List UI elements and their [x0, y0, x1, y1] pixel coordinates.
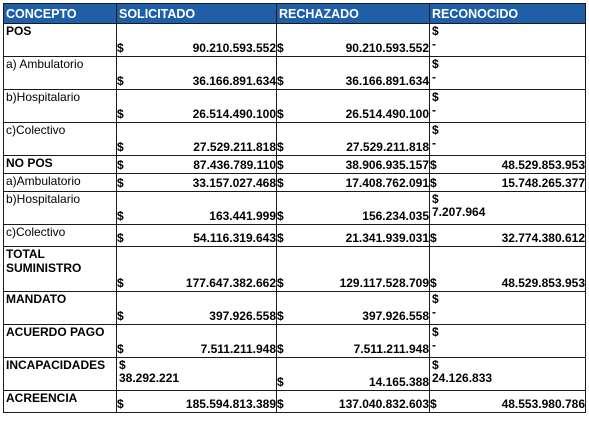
reconocido-cell — [430, 24, 586, 57]
currency-symbol: $ — [117, 397, 124, 411]
solicitado-cell — [117, 292, 277, 325]
solicitado-amount: 54.116.319.643 — [193, 231, 276, 245]
solicitado-amount: 87.436.789.110 — [193, 158, 276, 172]
table-row — [4, 292, 586, 325]
currency-symbol: $ — [432, 123, 439, 137]
reconocido-amount: - — [432, 70, 436, 84]
reconocido-cell — [430, 57, 586, 90]
reconocido-cell — [430, 123, 586, 156]
rechazado-amount: 14.165.388 — [368, 375, 429, 389]
rechazado-cell — [277, 391, 430, 413]
currency-symbol: $ — [117, 107, 124, 121]
solicitado-amount: 26.514.490.100 — [192, 107, 276, 121]
concept-cell: ACUERDO PAGO — [4, 325, 117, 358]
currency-symbol: $ — [277, 41, 284, 55]
solicitado-amount: 90.210.593.552 — [192, 41, 276, 55]
concept-cell: b)Hospitalario — [4, 90, 117, 123]
currency-symbol: $ — [117, 176, 124, 190]
reconocido-cell — [430, 247, 586, 292]
solicitado-cell — [117, 247, 277, 292]
currency-symbol: $ — [277, 375, 284, 389]
rechazado-cell — [277, 225, 430, 247]
rechazado-cell — [277, 156, 430, 174]
solicitado-cell — [117, 225, 277, 247]
currency-symbol: $ — [430, 231, 437, 245]
reconocido-stacked-value — [432, 24, 583, 51]
rechazado-amount: 137.040.832.603 — [338, 397, 429, 411]
rechazado-amount: 27.529.211.818 — [346, 140, 429, 154]
currency-symbol: $ — [277, 158, 284, 172]
solicitado-amount: 397.926.558 — [209, 309, 276, 323]
solicitado-amount: 185.594.813.389 — [185, 397, 276, 411]
solicitado-amount: 36.166.891.634 — [192, 74, 276, 88]
currency-symbol: $ — [117, 276, 124, 290]
reconocido-cell — [430, 225, 586, 247]
reconocido-amount: - — [432, 37, 436, 51]
reconocido-amount: 48.553.980.786 — [501, 397, 585, 411]
currency-symbol: $ — [117, 209, 124, 223]
rechazado-amount: 156.234.035 — [362, 209, 429, 223]
currency-symbol: $ — [432, 24, 439, 38]
rechazado-amount: 129.117.528.709 — [339, 276, 429, 290]
currency-symbol: $ — [430, 397, 437, 411]
reconocido-stacked-value — [432, 192, 583, 219]
reconocido-cell — [430, 358, 586, 391]
concept-cell: a)Ambulatorio — [4, 174, 117, 192]
concept-cell: INCAPACIDADES — [4, 358, 117, 391]
rechazado-amount: 26.514.490.100 — [345, 107, 429, 121]
reconocido-amount: - — [432, 103, 436, 117]
solicitado-cell — [117, 174, 277, 192]
reconocido-amount: - — [432, 305, 436, 319]
reconocido-stacked-value — [432, 292, 583, 319]
currency-symbol: $ — [277, 107, 284, 121]
reconocido-cell — [430, 156, 586, 174]
table-row — [4, 90, 586, 123]
table-row — [4, 123, 586, 156]
header-rechazado: RECHAZADO — [277, 4, 430, 24]
currency-symbol: $ — [277, 209, 284, 223]
rechazado-amount: 21.341.939.031 — [345, 231, 429, 245]
reconocido-cell — [430, 391, 586, 413]
reconocido-stacked-value — [432, 57, 583, 84]
rechazado-cell — [277, 292, 430, 325]
rechazado-amount: 17.408.762.091 — [345, 176, 429, 190]
rechazado-amount: 38.906.935.157 — [345, 158, 429, 172]
reconocido-cell — [430, 174, 586, 192]
concept-cell: ACREENCIA — [4, 391, 117, 413]
rechazado-amount: 90.210.593.552 — [345, 41, 429, 55]
table-row — [4, 192, 586, 225]
rechazado-amount: 36.166.891.634 — [345, 74, 429, 88]
solicitado-stacked-value — [119, 358, 274, 385]
currency-symbol: $ — [432, 325, 439, 339]
reconocido-stacked-value — [432, 325, 583, 352]
currency-symbol: $ — [432, 192, 439, 206]
concept-cell: c)Colectivo — [4, 225, 117, 247]
reconocido-amount: 48.529.853.953 — [501, 158, 585, 172]
rechazado-amount: 7.511.211.948 — [353, 342, 429, 356]
currency-symbol: $ — [430, 276, 437, 290]
currency-symbol: $ — [432, 90, 439, 104]
reconocido-amount: 24.126.833 — [432, 371, 493, 385]
currency-symbol: $ — [117, 309, 124, 323]
solicitado-amount: 38.292.221 — [119, 371, 180, 385]
rechazado-cell — [277, 247, 430, 292]
currency-symbol: $ — [119, 358, 126, 372]
currency-symbol: $ — [277, 342, 284, 356]
table-row — [4, 247, 586, 292]
reconocido-cell — [430, 90, 586, 123]
reconocido-amount: - — [432, 338, 436, 352]
reconocido-cell — [430, 292, 586, 325]
reconocido-stacked-value — [432, 90, 583, 117]
currency-symbol: $ — [277, 276, 284, 290]
rechazado-cell — [277, 358, 430, 391]
rechazado-cell — [277, 57, 430, 90]
table-body — [4, 24, 586, 413]
rechazado-cell — [277, 174, 430, 192]
solicitado-cell — [117, 391, 277, 413]
solicitado-cell — [117, 325, 277, 358]
solicitado-amount: 33.157.027.468 — [192, 176, 276, 190]
header-row — [4, 4, 586, 24]
solicitado-amount: 27.529.211.818 — [193, 140, 276, 154]
rechazado-cell — [277, 325, 430, 358]
currency-symbol: $ — [117, 231, 124, 245]
rechazado-cell — [277, 123, 430, 156]
table-row — [4, 358, 586, 391]
currency-symbol: $ — [117, 41, 124, 55]
header-solicitado: SOLICITADO — [117, 4, 277, 24]
reconocido-amount: 7.207.964 — [432, 205, 486, 219]
concept-cell: a) Ambulatorio — [4, 57, 117, 90]
header-concepto: CONCEPTO — [4, 4, 117, 24]
currency-symbol: $ — [117, 158, 124, 172]
currency-symbol: $ — [432, 57, 439, 71]
currency-symbol: $ — [277, 74, 284, 88]
solicitado-cell — [117, 90, 277, 123]
currency-symbol: $ — [430, 158, 437, 172]
reconocido-cell — [430, 192, 586, 225]
financial-table — [3, 3, 586, 413]
solicitado-amount: 7.511.211.948 — [200, 342, 276, 356]
currency-symbol: $ — [117, 74, 124, 88]
currency-symbol: $ — [277, 176, 284, 190]
reconocido-amount: 15.748.265.377 — [501, 176, 585, 190]
reconocido-amount: 48.529.853.953 — [501, 276, 585, 290]
rechazado-cell — [277, 24, 430, 57]
table-row — [4, 325, 586, 358]
table-row — [4, 225, 586, 247]
currency-symbol: $ — [277, 140, 284, 154]
concept-cell: MANDATO — [4, 292, 117, 325]
rechazado-cell — [277, 192, 430, 225]
reconocido-amount: - — [432, 136, 436, 150]
rechazado-amount: 397.926.558 — [362, 309, 429, 323]
solicitado-cell — [117, 358, 277, 391]
solicitado-cell — [117, 57, 277, 90]
concept-cell: TOTAL SUMINISTRO — [4, 247, 117, 292]
currency-symbol: $ — [277, 309, 284, 323]
table-row — [4, 391, 586, 413]
header-reconocido: RECONOCIDO — [430, 4, 586, 24]
reconocido-amount: 32.774.380.612 — [501, 231, 585, 245]
currency-symbol: $ — [117, 140, 124, 154]
concept-cell: c)Colectivo — [4, 123, 117, 156]
currency-symbol: $ — [277, 231, 284, 245]
solicitado-amount: 163.441.999 — [209, 209, 276, 223]
concept-cell: POS — [4, 24, 117, 57]
solicitado-amount: 177.647.382.662 — [185, 276, 276, 290]
solicitado-cell — [117, 156, 277, 174]
concept-cell: b)Hospitalario — [4, 192, 117, 225]
currency-symbol: $ — [430, 176, 437, 190]
table-row — [4, 156, 586, 174]
concept-cell: NO POS — [4, 156, 117, 174]
solicitado-cell — [117, 192, 277, 225]
currency-symbol: $ — [432, 292, 439, 306]
reconocido-stacked-value — [432, 358, 583, 385]
currency-symbol: $ — [432, 358, 439, 372]
table-row — [4, 57, 586, 90]
reconocido-cell — [430, 325, 586, 358]
reconocido-stacked-value — [432, 123, 583, 150]
currency-symbol: $ — [117, 342, 124, 356]
solicitado-cell — [117, 123, 277, 156]
rechazado-cell — [277, 90, 430, 123]
currency-symbol: $ — [277, 397, 284, 411]
table-row — [4, 24, 586, 57]
table-row — [4, 174, 586, 192]
solicitado-cell — [117, 24, 277, 57]
